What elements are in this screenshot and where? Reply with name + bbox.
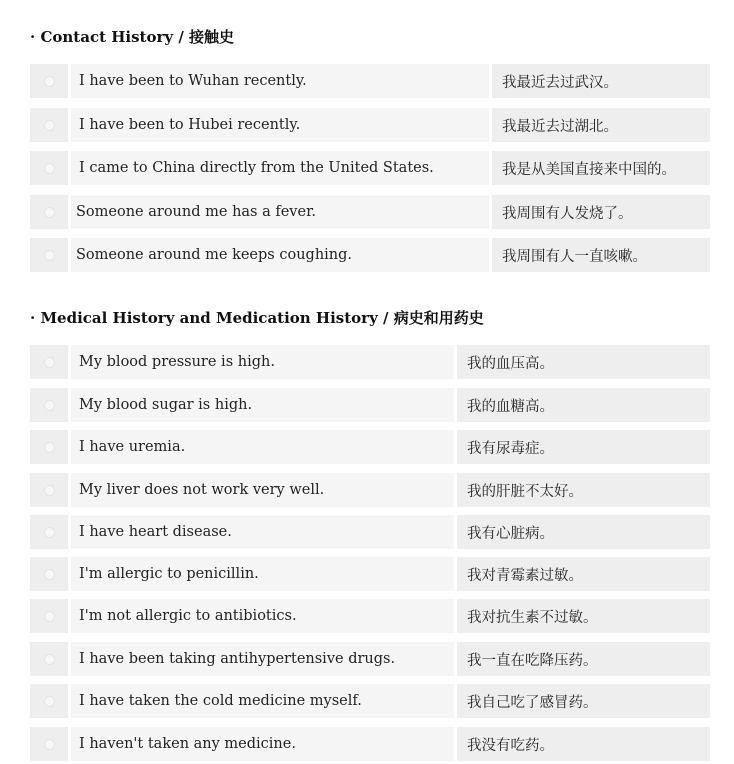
- radio-cell[interactable]: [30, 599, 68, 633]
- english-phrase: I have been to Hubei recently.: [71, 108, 489, 142]
- chinese-phrase: 我对青霉素过敏。: [457, 557, 710, 591]
- english-phrase: I have been to Wuhan recently.: [71, 64, 489, 98]
- phrase-row[interactable]: [30, 642, 710, 676]
- chinese-phrase: 我周围有人发烧了。: [492, 195, 710, 229]
- radio-button[interactable]: [44, 739, 55, 750]
- phrase-row[interactable]: [30, 599, 710, 633]
- english-phrase: I came to China directly from the United States.: [71, 151, 489, 185]
- medical-history-title: · Medical History and Medication History / 病史和用药史: [30, 309, 484, 327]
- phrase-row[interactable]: [30, 345, 710, 379]
- phrase-row[interactable]: [30, 195, 710, 229]
- radio-button[interactable]: [44, 569, 55, 580]
- english-phrase: My blood pressure is high.: [71, 345, 454, 379]
- radio-cell[interactable]: [30, 727, 68, 761]
- phrase-row[interactable]: [30, 64, 710, 98]
- radio-button[interactable]: [44, 611, 55, 622]
- english-phrase: I have heart disease.: [71, 515, 454, 549]
- radio-button[interactable]: [44, 250, 55, 261]
- radio-button[interactable]: [44, 485, 55, 496]
- phrase-row[interactable]: [30, 557, 710, 591]
- english-phrase: Someone around me keeps coughing.: [71, 238, 489, 272]
- radio-button[interactable]: [44, 527, 55, 538]
- radio-button[interactable]: [44, 163, 55, 174]
- phrase-row[interactable]: [30, 473, 710, 507]
- chinese-phrase: 我是从美国直接来中国的。: [492, 151, 710, 185]
- radio-cell[interactable]: [30, 151, 68, 185]
- english-phrase: I'm allergic to penicillin.: [71, 557, 454, 591]
- phrase-row[interactable]: [30, 151, 710, 185]
- english-phrase: My blood sugar is high.: [71, 388, 454, 422]
- phrase-row[interactable]: [30, 430, 710, 464]
- radio-cell[interactable]: [30, 430, 68, 464]
- radio-cell[interactable]: [30, 557, 68, 591]
- chinese-phrase: 我有尿毒症。: [457, 430, 710, 464]
- radio-cell[interactable]: [30, 238, 68, 272]
- chinese-phrase: 我对抗生素不过敏。: [457, 599, 710, 633]
- english-phrase: I have been taking antihypertensive drugs.: [71, 642, 454, 676]
- radio-button[interactable]: [44, 76, 55, 87]
- english-phrase: I'm not allergic to antibiotics.: [71, 599, 454, 633]
- english-phrase: My liver does not work very well.: [71, 473, 454, 507]
- radio-cell[interactable]: [30, 473, 68, 507]
- radio-cell[interactable]: [30, 64, 68, 98]
- contact-history-title: · Contact History / 接触史: [30, 28, 235, 46]
- chinese-phrase: 我没有吃药。: [457, 727, 710, 761]
- radio-button[interactable]: [44, 400, 55, 411]
- chinese-phrase: 我的血压高。: [457, 345, 710, 379]
- radio-button[interactable]: [44, 442, 55, 453]
- english-phrase: Someone around me has a fever.: [71, 195, 489, 229]
- chinese-phrase: 我自己吃了感冒药。: [457, 684, 710, 718]
- radio-cell[interactable]: [30, 108, 68, 142]
- chinese-phrase: 我最近去过武汉。: [492, 64, 710, 98]
- chinese-phrase: 我的肝脏不太好。: [457, 473, 710, 507]
- radio-button[interactable]: [44, 357, 55, 368]
- chinese-phrase: 我一直在吃降压药。: [457, 642, 710, 676]
- radio-button[interactable]: [44, 654, 55, 665]
- phrase-row[interactable]: [30, 108, 710, 142]
- phrase-row[interactable]: [30, 727, 710, 761]
- radio-cell[interactable]: [30, 388, 68, 422]
- english-phrase: I have taken the cold medicine myself.: [71, 684, 454, 718]
- chinese-phrase: 我周围有人一直咳嗽。: [492, 238, 710, 272]
- phrase-row[interactable]: [30, 238, 710, 272]
- chinese-phrase: 我最近去过湖北。: [492, 108, 710, 142]
- phrase-row[interactable]: [30, 388, 710, 422]
- english-phrase: I have uremia.: [71, 430, 454, 464]
- radio-cell[interactable]: [30, 195, 68, 229]
- radio-cell[interactable]: [30, 642, 68, 676]
- radio-button[interactable]: [44, 120, 55, 131]
- chinese-phrase: 我有心脏病。: [457, 515, 710, 549]
- english-phrase: I haven't taken any medicine.: [71, 727, 454, 761]
- phrase-row[interactable]: [30, 684, 710, 718]
- radio-cell[interactable]: [30, 684, 68, 718]
- radio-button[interactable]: [44, 207, 55, 218]
- radio-cell[interactable]: [30, 515, 68, 549]
- chinese-phrase: 我的血糖高。: [457, 388, 710, 422]
- phrase-row[interactable]: [30, 515, 710, 549]
- radio-button[interactable]: [44, 696, 55, 707]
- radio-cell[interactable]: [30, 345, 68, 379]
